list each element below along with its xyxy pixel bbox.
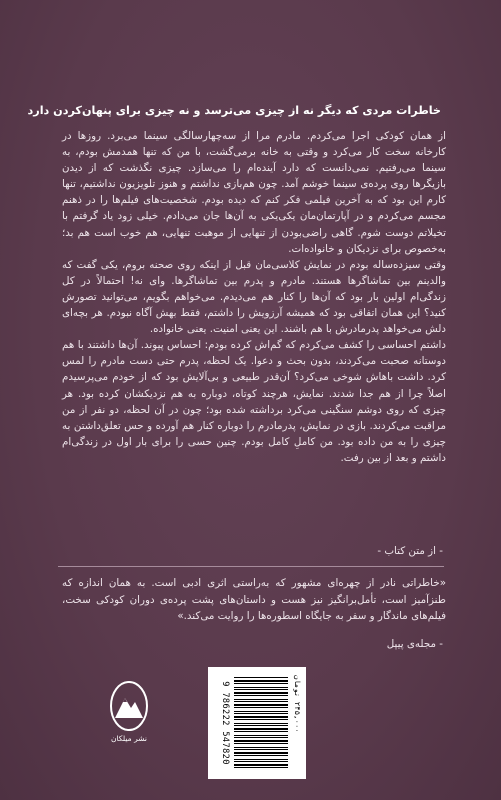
excerpt-paragraph-1: از همان کودکی اجرا می‌کردم. مادرم مرا از سه‌چهارسالگی سینما می‌برد. روزها در کارخانه سخت کار می‌کرد و وقتی به خانه برمی‌گشت، با من که تنها همدمش بودم، به سینما می‌رفتیم. نمی‌دانست که دارد آینده‌ام را می‌سازد. چیزی نگذشت که از دیدن بازیگرها روی پرده‌ی سینما خوشم آمد. چون هم‌بازی نداشتم و هنوز تلویزیون نداشتیم، تنها کارم این بود که به آخرین فیلمی فکر کنم که دیده بودم. شخصیت‌های فیلم‌ها را در ذهنم مجسم می‌کردم و در آپارتمان‌مان یکی‌یکی به آن‌ها جان می‌دادم. خیلی زود یاد گرفتم با تخیلاتم دوست شوم. گاهی راضی‌بودن از تنهایی از موهبت تنهایی، هم خوب است هم بد؛ به‌خصوص برای نزدیکان و خانواده‌ات.	[62, 130, 446, 255]
headline: خاطرات مردی که دیگر نه از چیزی می‌ترسد و نه چیزی برای پنهان‌کردن دارد	[27, 104, 441, 117]
barcode-bars	[234, 677, 288, 769]
review-source: - مجله‌ی پیپل	[386, 638, 443, 650]
excerpt-paragraph-2: وقتی سیزده‌ساله بودم در نمایش کلاسی‌مان قبل از اینکه روی صحنه بروم، یکی گفت که والدینم بین تماشاگرها هستند. مادرم و پدرم بین تماشاگرها. وای نه! احتمالاً در کل زندگی‌ام اولین بار بود که آن‌ها را کنار هم می‌دیدم. می‌خواهم بگویم، می‌توانید تصورش کنید؟ این همان اتفاقی بود که همیشه آرزویش را داشتم، فقط بهش آگاه نبودم. هر بچه‌ای دلش می‌خواهد پدرمادرش با هم باشند. این یعنی امنیت. یعنی خانواده.	[62, 258, 446, 336]
divider	[58, 566, 444, 567]
excerpt-text	[62, 128, 446, 466]
price-label: ۲۴۵,۰۰۰ تومان	[293, 675, 302, 733]
review-quote: «خاطراتی نادر از چهره‌ای مشهور که به‌راستی اثری ادبی است. به همان اندازه که طنزآمیز است، تأمل‌برانگیز نیز هست و داستان‌های پشت پرده‌ی دوران کودکی سخت، فیلم‌های ماندگار و سفر به جایگاه اسطوره‌ها را روایت می‌کند.»	[62, 577, 446, 622]
excerpt-paragraph-3: داشتم احساسی را کشف می‌کردم که گم‌اش کرده بودم: احساس پیوند. آن‌ها داشتند با هم دوستانه صحبت می‌کردند، بدون بحث و دعوا. یک لحظه، پدرم حتی دست مادرم را لمس کرد. داشت باهاش شوخی می‌کرد؟ آن‌قدر طبیعی و بی‌آلایش بود که از خودم می‌پرسیدم اصلاً چرا از هم جدا شدند. نمایش، هرچند کوتاه، دوباره به هم نزدیکشان کرده بود. هر چیزی که روی دوشم سنگینی می‌کرد برداشته شده بود؛ چون در آن لحظه، دو نفر از من مراقبت می‌کردند. بازی در نمایش، پدرمادرم را دوباره کنار هم آورده و حس تعلق‌داشتن به چیزی را به من داده بود. من کامل‌ِ کامل بودم. چنین حسی را برای بار اول در زندگی‌ام داشتم و بعد از بین رفت.	[62, 339, 446, 464]
publisher-name: نشر میلکان	[111, 734, 147, 743]
isbn-number: 9 786222 547820	[220, 681, 230, 765]
barcode	[208, 667, 306, 779]
excerpt-source: - از متن کتاب -	[377, 545, 443, 557]
publisher-logo	[100, 680, 158, 764]
mountain-logo-icon	[109, 680, 149, 732]
